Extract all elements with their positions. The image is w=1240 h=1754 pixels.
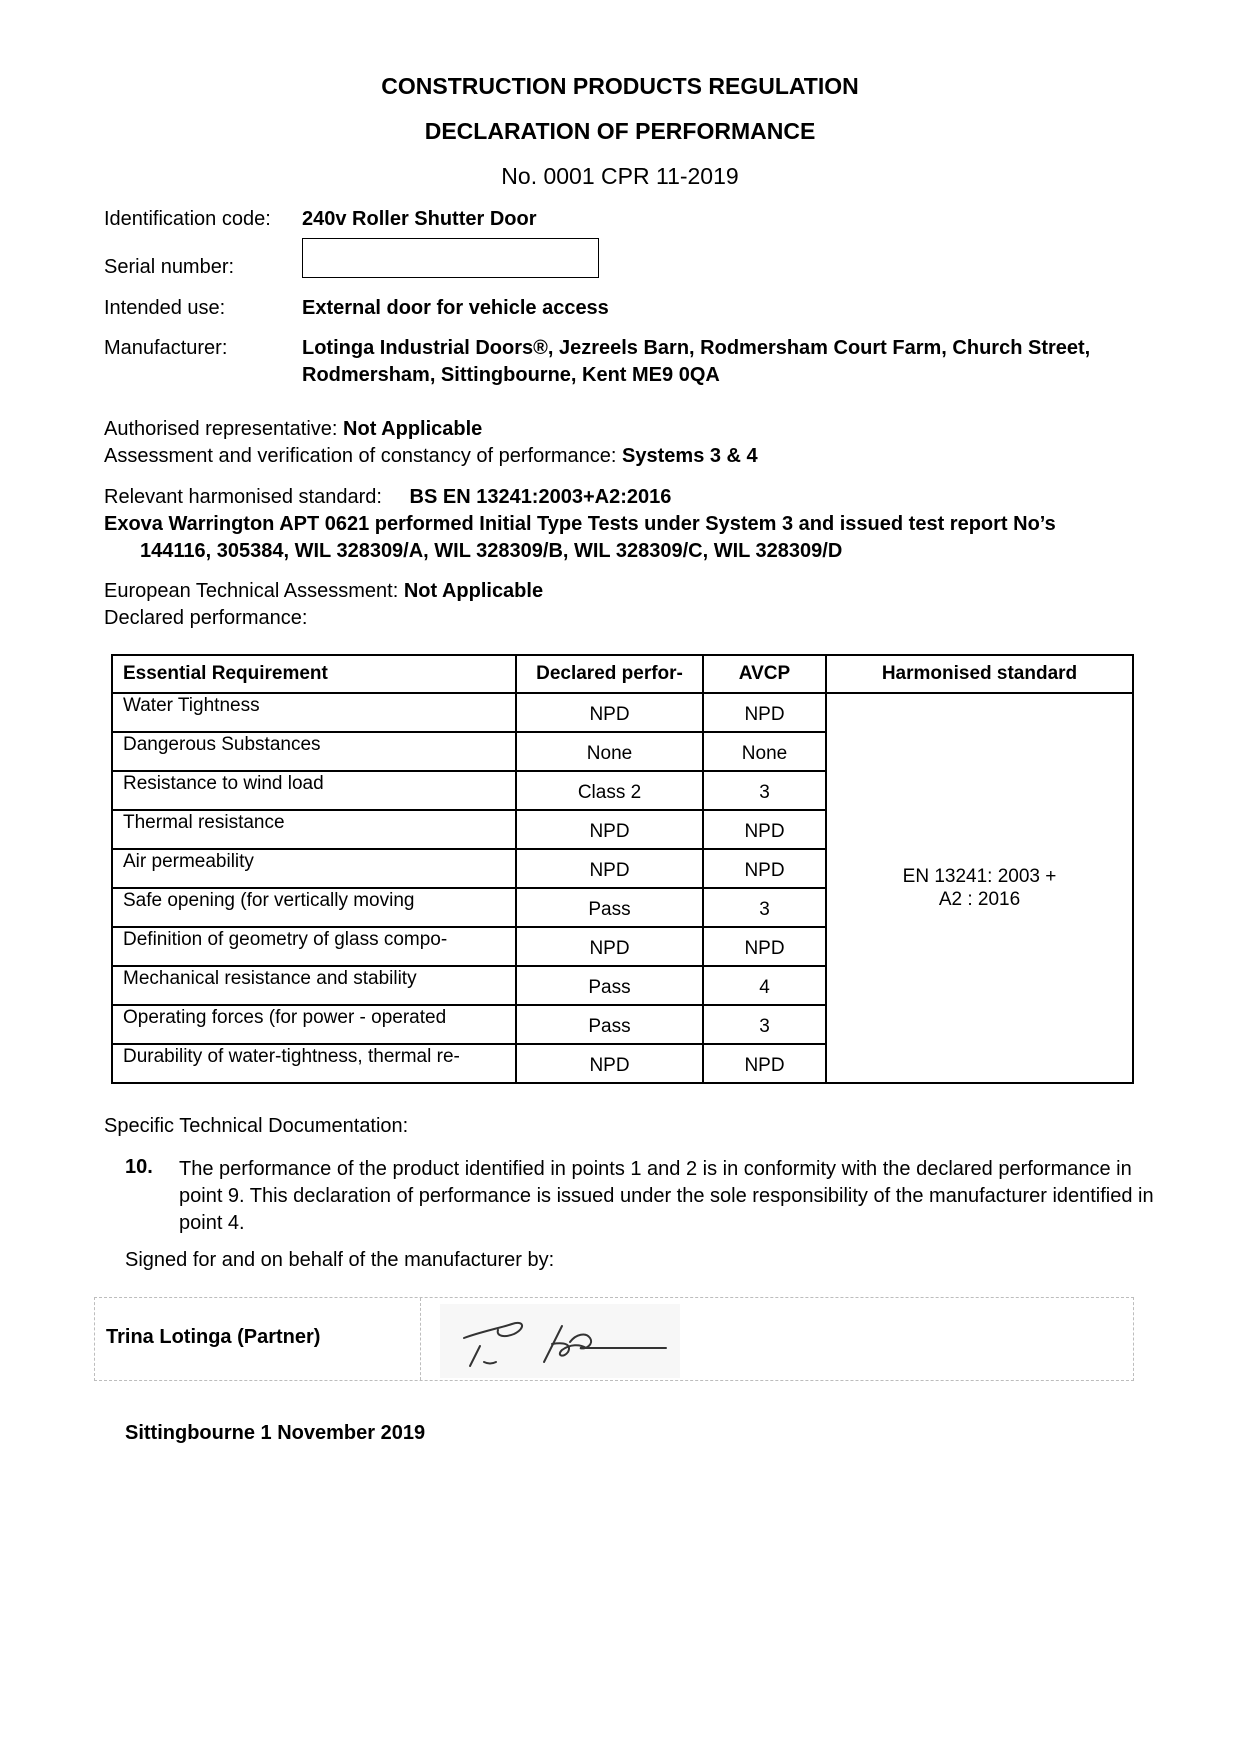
standard-value: BS EN 13241:2003+A2:2016 [409, 486, 672, 508]
title-declaration: DECLARATION OF PERFORMANCE [424, 118, 816, 144]
header-avcp: AVCP [703, 655, 826, 693]
avcp-cell: NPD [703, 693, 826, 732]
manufacturer-label: Manufacturer: [104, 337, 228, 359]
signed-on-behalf-label: Signed for and on behalf of the manufacturer by: [125, 1249, 555, 1271]
declared-performance-label: Declared performance: [104, 607, 308, 629]
requirement-cell: Durability of water-tightness, thermal re- [112, 1044, 516, 1083]
avcp-cell: 3 [703, 888, 826, 927]
document-number: No. 0001 CPR 11-2019 [501, 163, 739, 189]
header-essential-requirement: Essential Requirement [112, 655, 516, 693]
signature-image [440, 1304, 680, 1378]
avcp-line [104, 445, 758, 468]
manufacturer-address-line2: Rodmersham, Sittingbourne, Kent ME9 0QA [302, 364, 720, 386]
specific-technical-documentation-label: Specific Technical Documentation: [104, 1115, 409, 1137]
avcp-cell: NPD [703, 1044, 826, 1083]
avcp-cell: 4 [703, 966, 826, 1005]
place-and-date: Sittingbourne 1 November 2019 [125, 1422, 426, 1444]
exova-line2: 144116, 305384, WIL 328309/A, WIL 328309/B, WIL 328309/C, WIL 328309/D [140, 540, 843, 562]
requirement-cell: Safe opening (for vertically moving [112, 888, 516, 927]
table-header-row [112, 655, 1133, 693]
declared-cell: NPD [516, 927, 703, 966]
declared-cell: Class 2 [516, 771, 703, 810]
declared-cell: NPD [516, 693, 703, 732]
avcp-cell: 3 [703, 771, 826, 810]
identification-label: Identification code: [104, 208, 271, 230]
signatory-name: Trina Lotinga (Partner) [106, 1326, 321, 1348]
declared-cell: Pass [516, 888, 703, 927]
requirement-cell: Air permeability [112, 849, 516, 888]
eta-label: European Technical Assessment: [104, 580, 399, 602]
avcp-cell: None [703, 732, 826, 771]
avcp-cell: NPD [703, 849, 826, 888]
requirement-cell: Operating forces (for power - operated [112, 1005, 516, 1044]
manufacturer-address-line1: Lotinga Industrial Doors®, Jezreels Barn, Rodmersham Court Farm, Church Street, [302, 337, 1091, 359]
declared-cell: Pass [516, 1005, 703, 1044]
intended-use-value: External door for vehicle access [302, 297, 609, 319]
signature-divider [420, 1298, 421, 1380]
authorised-value: Not Applicable [343, 418, 483, 440]
exova-line1: Exova Warrington APT 0621 performed Initial Type Tests under System 3 and issued test report No’s [104, 513, 1056, 535]
requirement-cell: Resistance to wind load [112, 771, 516, 810]
declared-cell: NPD [516, 1044, 703, 1083]
requirement-cell: Mechanical resistance and stability [112, 966, 516, 1005]
table-row [112, 693, 1133, 732]
harmonised-standard-cell [826, 693, 1133, 1083]
declared-cell: NPD [516, 810, 703, 849]
header-declared-performance: Declared perfor- [516, 655, 703, 693]
eta-value: Not Applicable [403, 580, 544, 602]
avcp-value: Systems 3 & 4 [622, 445, 758, 467]
harmonised-standard-line2: A2 : 2016 [938, 889, 1021, 910]
harmonised-standard-line1: EN 13241: 2003 + [902, 866, 1057, 887]
conformity-statement: The performance of the product identified in points 1 and 2 is in conformity with the declared performance in point 9. This declaration of performance is issued under the sole responsibility of the manufacturer identified in point 4. [179, 1158, 1154, 1234]
declared-cell: None [516, 732, 703, 771]
standard-label: Relevant harmonised standard: [104, 486, 382, 508]
intended-use-label: Intended use: [104, 297, 226, 319]
avcp-cell: 3 [703, 1005, 826, 1044]
declared-cell: Pass [516, 966, 703, 1005]
identification-value: 240v Roller Shutter Door [302, 208, 537, 230]
declared-cell: NPD [516, 849, 703, 888]
requirement-cell: Definition of geometry of glass compo- [112, 927, 516, 966]
avcp-cell: NPD [703, 927, 826, 966]
header-harmonised-standard: Harmonised standard [826, 655, 1133, 693]
title-regulation: CONSTRUCTION PRODUCTS REGULATION [381, 73, 859, 99]
serial-label: Serial number: [104, 256, 235, 278]
requirement-cell: Thermal resistance [112, 810, 516, 849]
authorised-representative [104, 418, 482, 441]
avcp-cell: NPD [703, 810, 826, 849]
serial-number-box [302, 238, 599, 278]
point-number: 10. [125, 1156, 153, 1178]
avcp-label: Assessment and verification of constancy of performance: [104, 445, 617, 467]
signature-box [94, 1297, 1134, 1381]
requirement-cell: Water Tightness [112, 693, 516, 732]
requirement-cell: Dangerous Substances [112, 732, 516, 771]
eta-line [104, 580, 543, 603]
authorised-label: Authorised representative: [104, 418, 338, 440]
performance-table [111, 654, 1134, 1084]
harmonised-standard-line [104, 486, 671, 509]
